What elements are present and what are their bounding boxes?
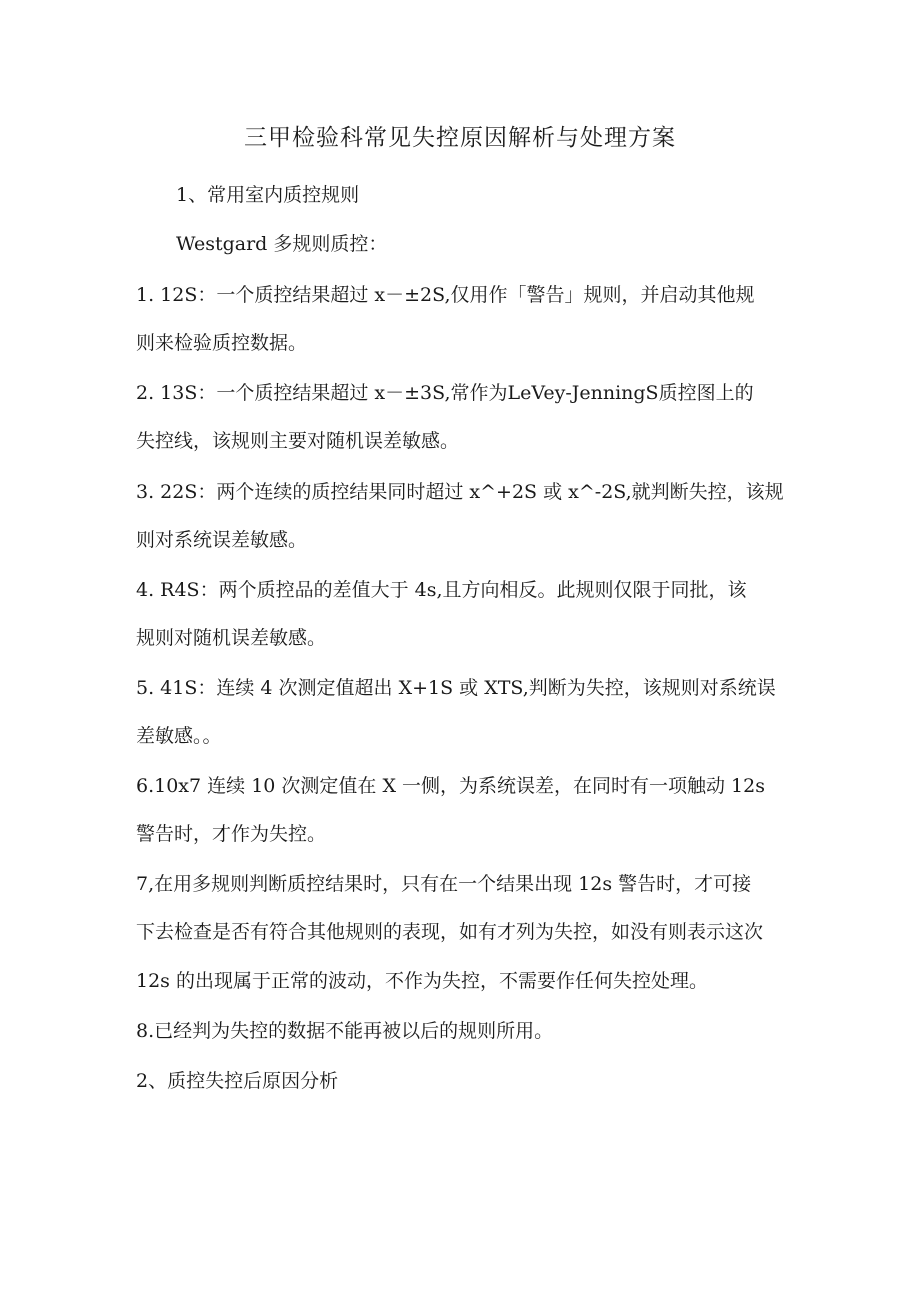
rule-1-line-2: 则来检验质控数据。 — [136, 332, 308, 354]
rule-7-line-3: 12s 的出现属于正常的波动，不作为失控，不需要作任何失控处理。 — [136, 970, 708, 992]
rule-7-line-1: 7,在用多规则判断质控结果时，只有在一个结果出现 12s 警告时，才可接 — [136, 873, 752, 895]
rule-3-line-2: 则对系统误差敏感。 — [136, 529, 308, 551]
rule-4-line-1: 4. R4S：两个质控品的差值大于 4s,且方向相反。此规则仅限于同批，该 — [136, 579, 747, 601]
rule-8-line: 8.已经判为失控的数据不能再被以后的规则所用。 — [136, 1020, 554, 1042]
rule-6-line-2: 警告时，才作为失控。 — [136, 823, 327, 845]
rule-1-line-1: 1. 12S：一个质控结果超过 x－±2S,仅用作「警告」规则，并启动其他规 — [136, 284, 755, 306]
rule-7-line-2: 下去检查是否有符合其他规则的表现，如有才列为失控，如没有则表示这次 — [136, 921, 764, 943]
rule-5-line-2: 差敏感。。 — [136, 725, 222, 747]
document-title: 三甲检验科常见失控原因解析与处理方案 — [244, 125, 676, 151]
rule-4-line-2: 规则对随机误差敏感。 — [136, 627, 327, 649]
rule-2-line-2: 失控线，该规则主要对随机误差敏感。 — [136, 430, 460, 452]
section-1-heading: 1、常用室内质控规则 — [176, 184, 360, 206]
rule-2-line-1: 2. 13S：一个质控结果超过 x－±3S,常作为LeVey-JenningS质控图上的 — [136, 382, 754, 404]
westgard-intro: Westgard 多规则质控： — [176, 233, 388, 255]
rule-3-line-1: 3. 22S：两个连续的质控结果同时超过 x^+2S 或 x^-2S,就判断失控，该规 — [136, 481, 784, 503]
section-2-heading: 2、质控失控后原因分析 — [136, 1070, 339, 1092]
rule-6-line-1: 6.10x7 连续 10 次测定值在 X 一侧，为系统误差，在同时有一项触动 12s — [136, 775, 765, 797]
rule-5-line-1: 5. 41S：连续 4 次测定值超出 X+1S 或 XTS,判断为失控，该规则对系统误 — [136, 677, 776, 699]
